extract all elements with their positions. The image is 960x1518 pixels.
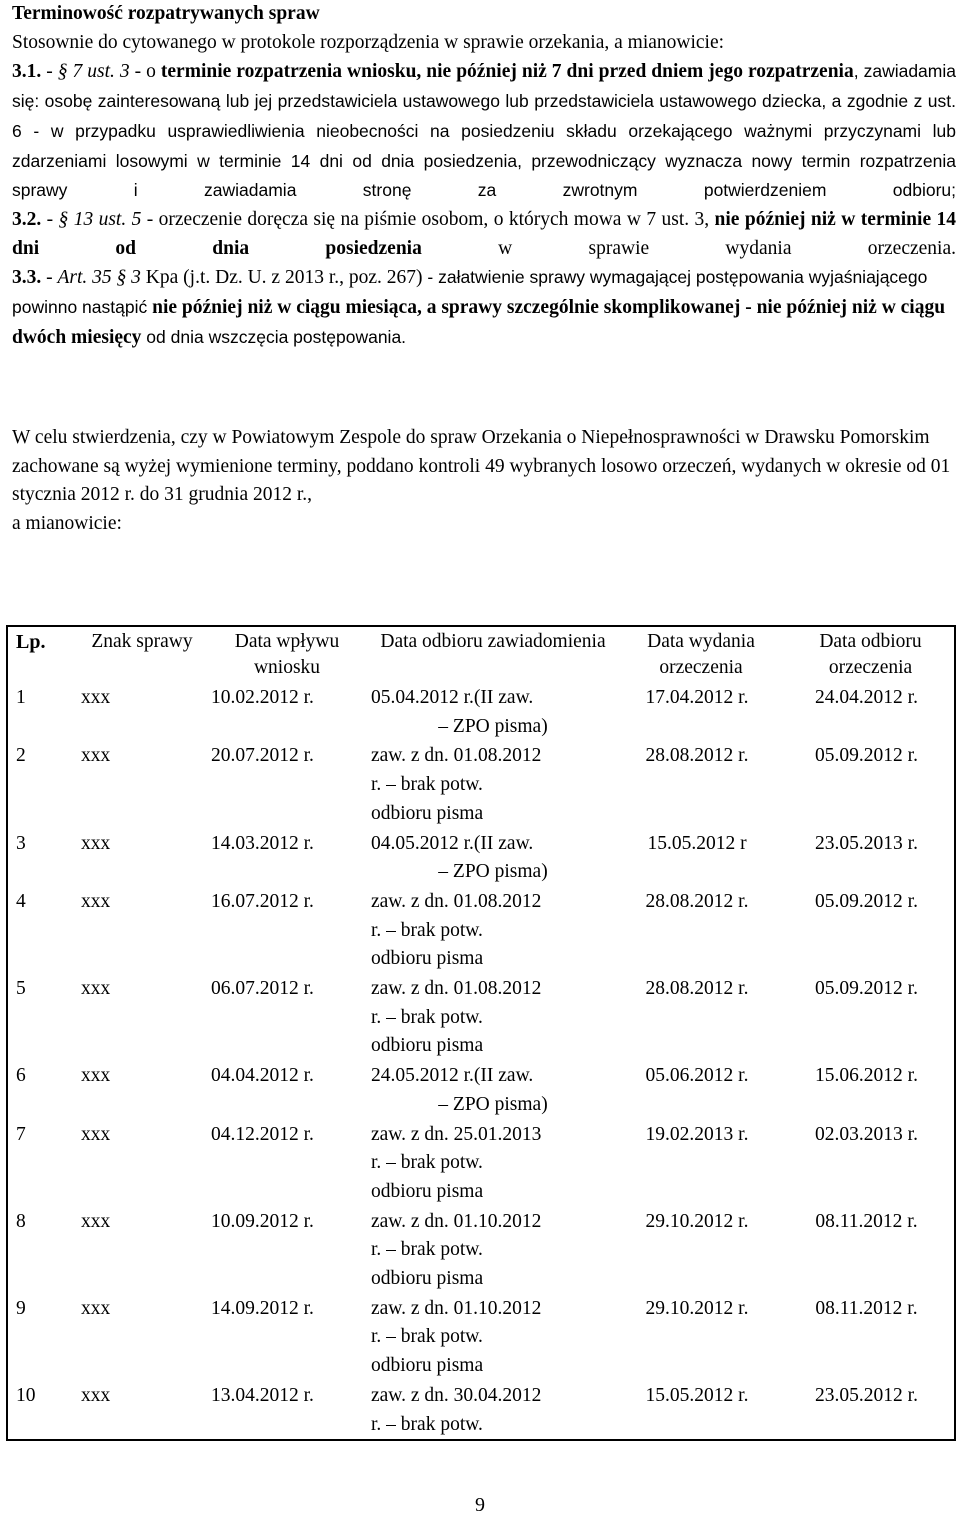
cell-data-wplywu: 14.03.2012 r. xyxy=(211,832,314,854)
cell-znak: xxx xyxy=(81,1065,111,1087)
cell-data-odbioru-orzeczenia: 05.09.2012 r. xyxy=(815,745,918,767)
header-data-odbioru-orzeczenia: Data odbioru orzeczenia xyxy=(819,631,922,678)
header-data-odbioru-zawiadomienia: Data odbioru zawiadomienia xyxy=(380,631,606,652)
cell-data-wydania: 28.08.2012 r. xyxy=(645,978,749,1000)
cell-data-odbioru-zawiadomienia xyxy=(363,1061,615,1119)
cell-line: odbioru pisma xyxy=(371,802,484,824)
cell-data-odbioru-orzeczenia: 05.09.2012 r. xyxy=(815,978,918,1000)
cell-data-odbioru-orzeczenia: 15.06.2012 r. xyxy=(815,1065,918,1087)
cell-line: zaw. z dn. 01.08.2012 xyxy=(371,745,542,767)
header-lp: Lp. xyxy=(16,631,46,653)
cell-line: r. – brak potw. xyxy=(371,774,483,796)
cell-line: odbioru pisma xyxy=(371,1268,484,1290)
cell-lp: 6 xyxy=(16,1065,26,1087)
cell-data-odbioru-zawiadomienia xyxy=(363,683,615,741)
paragraph-3-1: 3.1. - § 7 ust. 3 - o terminie rozpatrzenia wniosku, nie później niż 7 dni przed dniem jego rozpatrzenia, zawiadamia się: osobę zainteresowaną lub jej przedstawiciela ustawowego lub przedstawiciela ustawowego dziecka, a zgodnie z ust. 6 - w przypadku usprawiedliwienia nieobecności na posiedzeniu składu orzekającego ważnymi przyczynami lub zdarzeniami losowymi w terminie 14 dni od dnia posiedzenia, przewodniczący wyznacza nowy termin rozpatrzenia sprawy i zawiadamia stronę za zwrotnym potwierdzeniem odbioru; xyxy=(12,61,956,201)
cell-data-odbioru-zawiadomienia xyxy=(363,1381,615,1440)
cell-data-wydania: 15.05.2012 r. xyxy=(645,1384,749,1406)
cell-data-odbioru-zawiadomienia xyxy=(363,887,615,974)
cell-lp: 2 xyxy=(16,745,26,767)
cell-line: r. – brak potw. xyxy=(371,1152,483,1174)
cell-data-wydania: 29.10.2012 r. xyxy=(645,1210,749,1232)
cell-line: – ZPO pisma) xyxy=(438,715,548,737)
cell-line: zaw. z dn. 01.10.2012 xyxy=(371,1297,542,1319)
intro-paragraph: Stosownie do cytowanego w protokole rozporządzenia w sprawie orzekania, a mianowicie: xyxy=(12,31,725,53)
cell-lp: 8 xyxy=(16,1210,26,1232)
cell-data-odbioru-zawiadomienia xyxy=(363,1294,615,1381)
header-znak: Znak sprawy xyxy=(91,631,193,652)
paragraph-3-3: 3.3. - Art. 35 § 3 Kpa (j.t. Dz. U. z 2013 r., poz. 267) - załatwienie sprawy wymagającej postępowania wyjaśniającego powinno nastąpić nie później niż w ciągu miesiąca, a sprawy szczególnie skomplikowanej - nie później niż w ciągu dwóch miesięcy od dnia wszczęcia postępowania. xyxy=(12,267,946,348)
cell-data-wplywu: 06.07.2012 r. xyxy=(211,978,314,1000)
cell-line: r. – brak potw. xyxy=(371,1326,483,1348)
header-data-wplywu: Data wpływu wniosku xyxy=(234,631,340,678)
summary-tail: a mianowicie: xyxy=(12,513,122,535)
cell-line: zaw. z dn. 01.10.2012 xyxy=(371,1210,542,1232)
cell-line: 24.05.2012 r.(II zaw. xyxy=(371,1065,534,1087)
cell-data-wydania: 29.10.2012 r. xyxy=(645,1297,749,1319)
cell-data-wydania: 17.04.2012 r. xyxy=(645,687,749,708)
cell-lp: 10 xyxy=(16,1384,36,1406)
cell-data-wplywu: 13.04.2012 r. xyxy=(211,1384,314,1406)
cell-line: odbioru pisma xyxy=(371,1355,484,1377)
table-row xyxy=(7,741,955,828)
cell-line: zaw. z dn. 25.01.2013 xyxy=(371,1123,542,1145)
cell-data-wydania: 05.06.2012 r. xyxy=(645,1065,749,1087)
cell-data-odbioru-orzeczenia: 02.03.2013 r. xyxy=(815,1123,918,1145)
cell-line: r. – brak potw. xyxy=(371,1239,483,1261)
cell-lp: 9 xyxy=(16,1297,26,1319)
cell-line: 04.05.2012 r.(II zaw. xyxy=(371,832,534,854)
cell-line: r. – brak potw. xyxy=(371,1413,483,1435)
cell-line: zaw. z dn. 30.04.2012 xyxy=(371,1384,542,1406)
cell-data-wydania: 19.02.2013 r. xyxy=(645,1123,749,1145)
cell-data-wplywu: 10.02.2012 r. xyxy=(211,687,314,708)
orzeczenia-table xyxy=(6,625,956,1441)
cell-lp: 3 xyxy=(16,832,26,854)
summary-paragraph: W celu stwierdzenia, czy w Powiatowym Zespole do spraw Orzekania o Niepełnosprawności w Drawsku Pomorskim zachowane są wyżej wymienione terminy, poddano kontroli 49 wybranych losowo orzeczeń, wydanych w okresie od 01 stycznia 2012 r. do 31 grudnia 2012 r., xyxy=(12,427,951,506)
section-terminowosc xyxy=(12,0,956,352)
summary-block xyxy=(12,424,956,539)
cell-znak: xxx xyxy=(81,745,111,767)
cell-data-odbioru-orzeczenia: 05.09.2012 r. xyxy=(815,890,918,912)
cell-line: r. – brak potw. xyxy=(371,1006,483,1028)
cell-data-wydania: 28.08.2012 r. xyxy=(645,890,749,912)
cell-znak: xxx xyxy=(81,1297,111,1319)
cell-data-wydania: 28.08.2012 r. xyxy=(645,745,749,767)
cell-line: zaw. z dn. 01.08.2012 xyxy=(371,978,542,1000)
cell-line: – ZPO pisma) xyxy=(438,861,548,883)
table-row xyxy=(7,974,955,1061)
cell-data-odbioru-orzeczenia: 08.11.2012 r. xyxy=(815,1297,918,1319)
cell-data-odbioru-orzeczenia: 23.05.2013 r. xyxy=(815,832,918,854)
cell-znak: xxx xyxy=(81,832,111,854)
table-header-row xyxy=(7,626,955,683)
section-heading: Terminowość rozpatrywanych spraw xyxy=(12,3,320,24)
cell-data-wplywu: 04.04.2012 r. xyxy=(211,1065,314,1087)
cell-line: – ZPO pisma) xyxy=(438,1093,548,1115)
cell-znak: xxx xyxy=(81,978,111,1000)
cell-znak: xxx xyxy=(81,687,111,708)
cell-line: zaw. z dn. 01.08.2012 xyxy=(371,890,542,912)
table-row xyxy=(7,1294,955,1381)
table-row xyxy=(7,1207,955,1294)
cell-data-wplywu: 14.09.2012 r. xyxy=(211,1297,314,1319)
header-data-wydania: Data wydania orzeczenia xyxy=(647,631,755,678)
cell-znak: xxx xyxy=(81,890,111,912)
cell-line: odbioru pisma xyxy=(371,1035,484,1057)
table-row xyxy=(7,1381,955,1440)
page-number: 9 xyxy=(475,1494,485,1516)
cell-data-wplywu: 04.12.2012 r. xyxy=(211,1123,314,1145)
cell-lp: 7 xyxy=(16,1123,26,1145)
cell-data-odbioru-zawiadomienia xyxy=(363,1120,615,1207)
cell-data-odbioru-orzeczenia: 23.05.2012 r. xyxy=(815,1384,918,1406)
cell-line: r. – brak potw. xyxy=(371,919,483,941)
paragraph-3-2: 3.2. - § 13 ust. 5 - orzeczenie doręcza się na piśmie osobom, o których mowa w 7 ust. 3, nie później niż w terminie 14 dni od dnia posiedzenia w sprawie wydania orzeczenia. xyxy=(12,208,956,259)
cell-lp: 4 xyxy=(16,890,26,912)
cell-data-odbioru-orzeczenia: 08.11.2012 r. xyxy=(815,1210,918,1232)
cell-data-wplywu: 16.07.2012 r. xyxy=(211,890,314,912)
cell-data-odbioru-orzeczenia: 24.04.2012 r. xyxy=(815,687,918,708)
table-row xyxy=(7,1061,955,1119)
cell-data-wplywu: 10.09.2012 r. xyxy=(211,1210,314,1232)
cell-line: odbioru pisma xyxy=(371,1180,484,1202)
table-row xyxy=(7,683,955,741)
cell-data-odbioru-zawiadomienia xyxy=(363,1207,615,1294)
cell-data-wplywu: 20.07.2012 r. xyxy=(211,745,314,767)
cell-lp: 5 xyxy=(16,978,26,1000)
cell-data-odbioru-zawiadomienia xyxy=(363,829,615,887)
cell-znak: xxx xyxy=(81,1384,111,1406)
cell-line: 05.04.2012 r.(II zaw. xyxy=(371,687,534,708)
cell-data-wydania: 15.05.2012 r xyxy=(647,832,747,854)
cell-lp: 1 xyxy=(16,687,26,708)
cell-data-odbioru-zawiadomienia xyxy=(363,741,615,828)
table-row xyxy=(7,1120,955,1207)
table-row xyxy=(7,887,955,974)
cell-line: odbioru pisma xyxy=(371,948,484,970)
cell-znak: xxx xyxy=(81,1123,111,1145)
table-row xyxy=(7,829,955,887)
cell-data-odbioru-zawiadomienia xyxy=(363,974,615,1061)
cell-znak: xxx xyxy=(81,1210,111,1232)
